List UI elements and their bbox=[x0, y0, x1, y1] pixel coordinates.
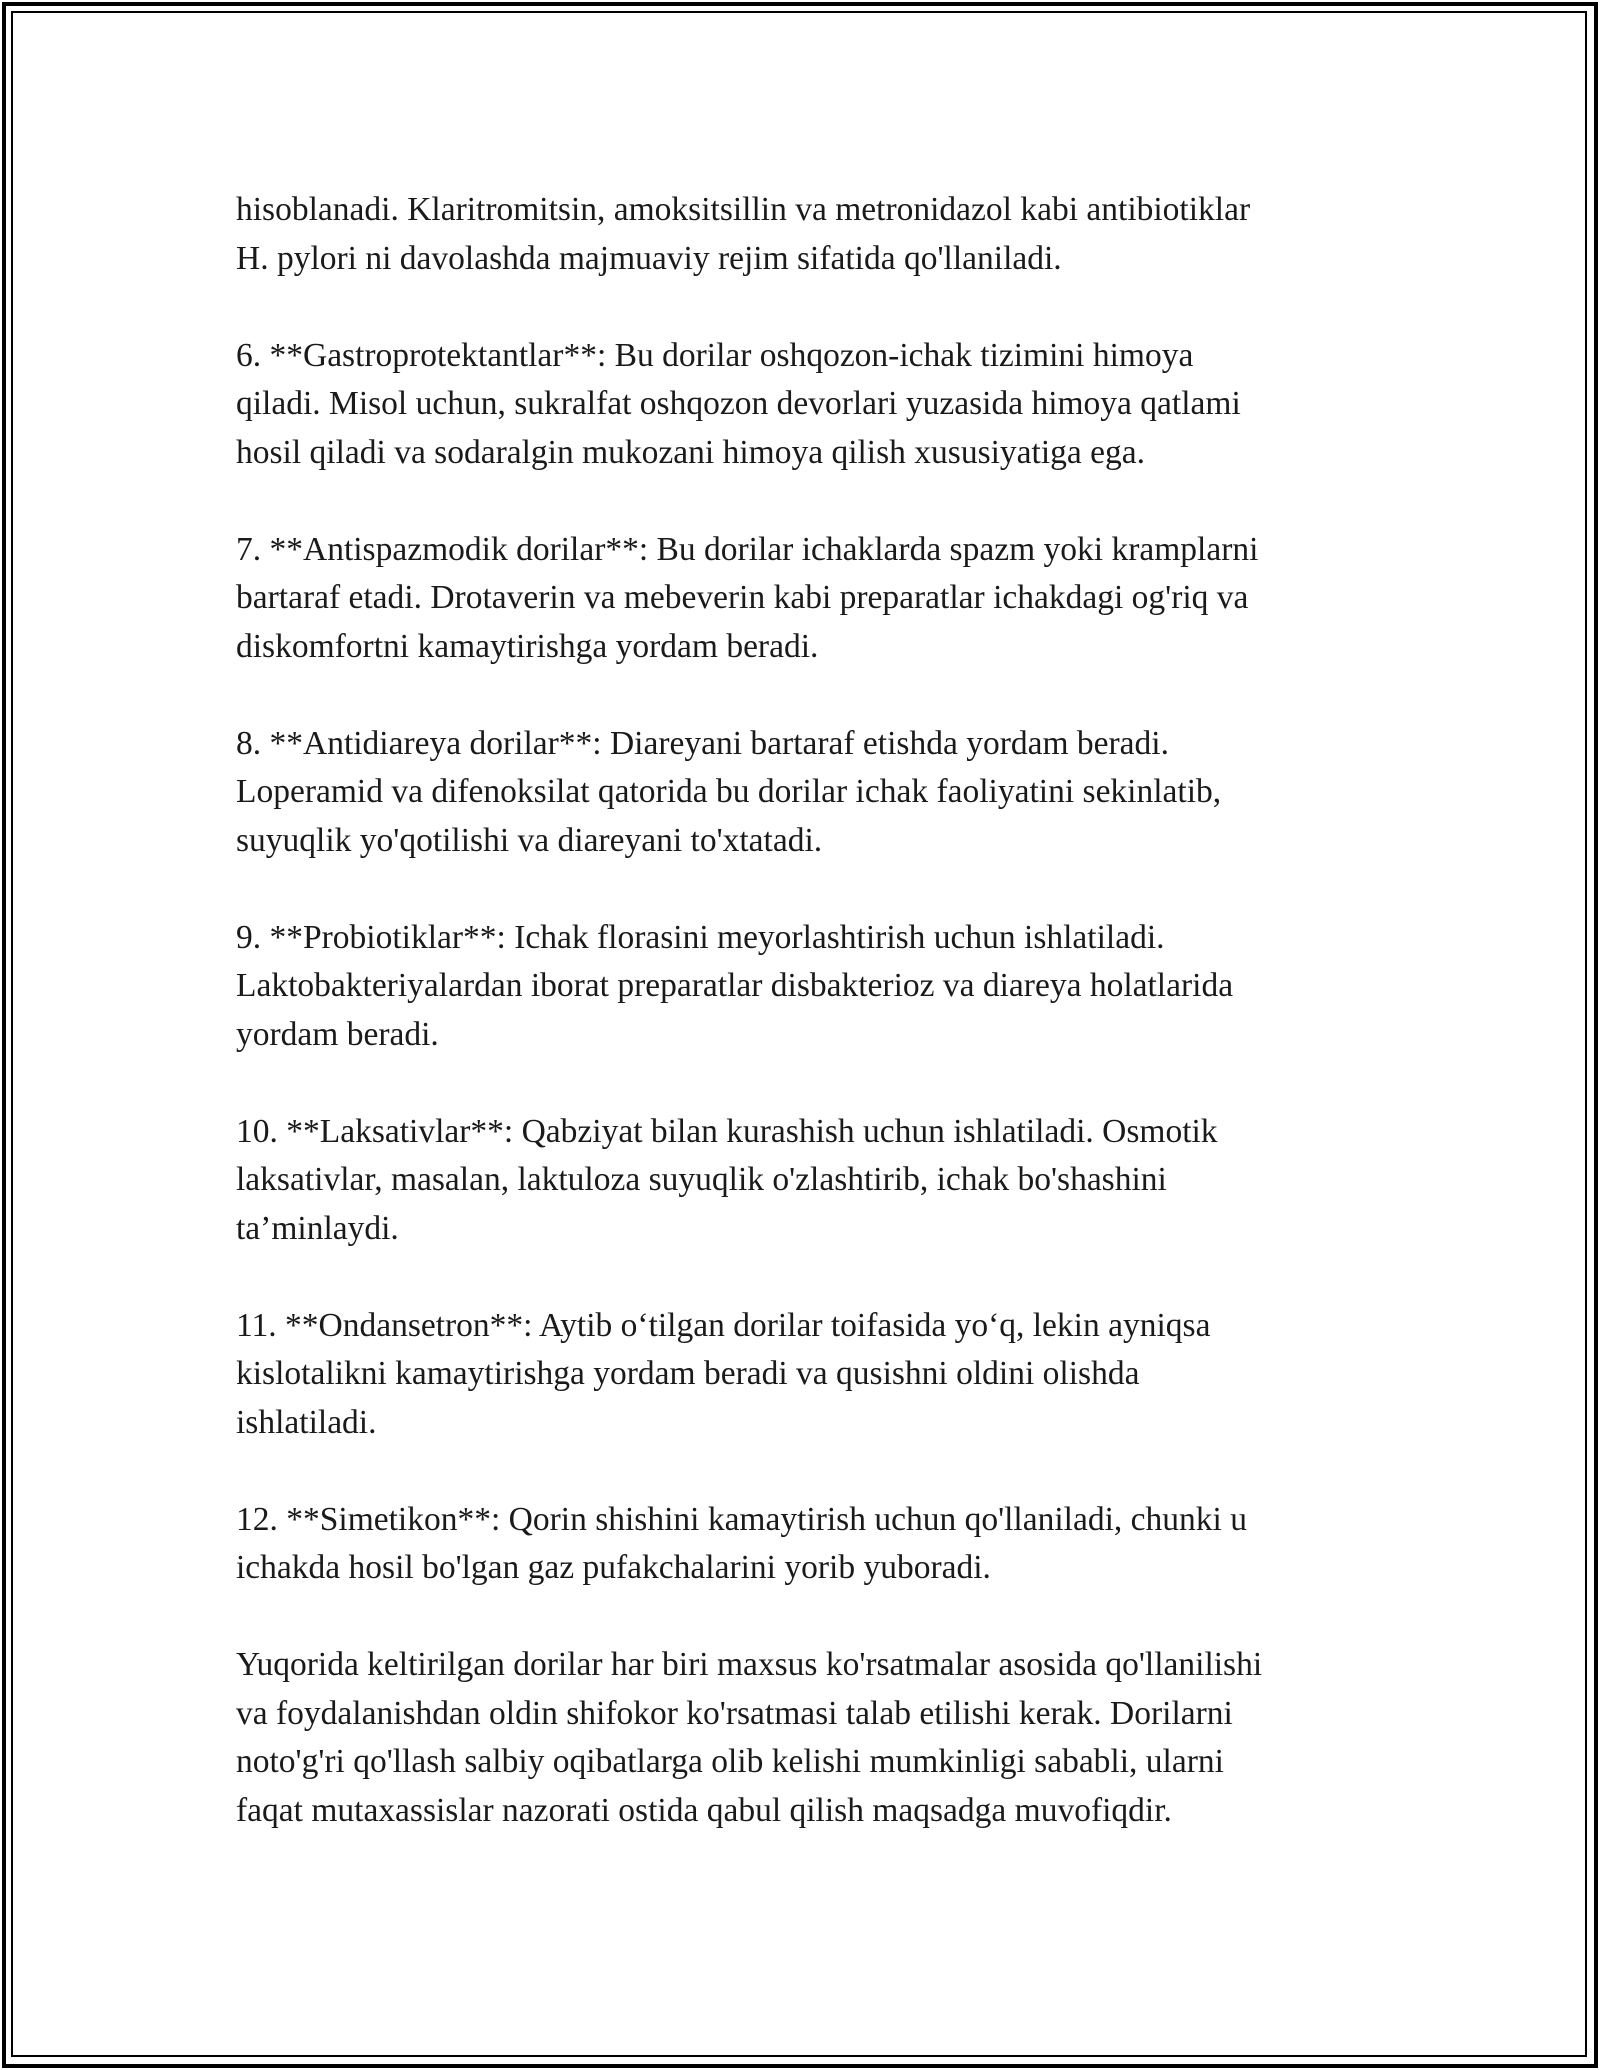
paragraph-item-8 bbox=[236, 720, 1386, 866]
text-line: hisoblanadi. Klaritromitsin, amoksitsillin va metronidazol kabi antibiotiklar bbox=[236, 191, 1251, 228]
text-line: diskomfortni kamaytirishga yordam beradi. bbox=[236, 627, 819, 665]
text-line: kislotalikni kamaytirishga yordam beradi va qusishni oldini olishda bbox=[236, 1355, 1140, 1392]
text-line: ishlatiladi. bbox=[236, 1403, 377, 1441]
paragraph-conclusion bbox=[236, 1641, 1386, 1835]
text-line: H. pylori ni davolashda majmuaviy rejim sifatida qo'llaniladi. bbox=[236, 239, 1062, 277]
text-line: faqat mutaxassislar nazorati ostida qabul qilish maqsadga muvofiqdir. bbox=[236, 1791, 1172, 1829]
text-line: 12. **Simetikon**: Qorin shishini kamaytirish uchun qo'llaniladi, chunki u bbox=[236, 1500, 1247, 1538]
text-line: yordam beradi. bbox=[236, 1015, 439, 1053]
text-line: 9. **Probiotiklar**: Ichak florasini meyorlashtirish uchun ishlatiladi. bbox=[236, 918, 1165, 956]
paragraph-item-7 bbox=[236, 526, 1386, 672]
paragraph-item-9 bbox=[236, 914, 1386, 1060]
text-line: 7. **Antispazmodik dorilar**: Bu dorilar ichaklarda spazm yoki kramplarni bbox=[236, 530, 1259, 568]
text-line: ichakda hosil bo'lgan gaz pufakchalarini yorib yuboradi. bbox=[236, 1549, 991, 1586]
text-line: 11. **Ondansetron**: Aytib o‘tilgan dorilar toifasida yo‘q, lekin ayniqsa bbox=[236, 1306, 1211, 1344]
text-line: Laktobakteriyalardan iborat preparatlar disbakterioz va diareya holatlarida bbox=[236, 967, 1234, 1004]
paragraph-item-6 bbox=[236, 332, 1386, 478]
paragraph-intro-continuation bbox=[236, 186, 1386, 283]
text-line: Yuqorida keltirilgan dorilar har biri maxsus ko'rsatmalar asosida qo'llanilishi bbox=[236, 1646, 1263, 1683]
text-line: Loperamid va difenoksilat qatorida bu dorilar ichak faoliyatini sekinlatib, bbox=[236, 773, 1222, 810]
paragraph-item-10 bbox=[236, 1108, 1386, 1254]
text-line: ta’minlaydi. bbox=[236, 1209, 399, 1247]
text-line: suyuqlik yo'qotilishi va diareyani to'xtatadi. bbox=[236, 821, 823, 859]
text-line: 6. **Gastroprotektantlar**: Bu dorilar oshqozon-ichak tizimini himoya bbox=[236, 336, 1194, 374]
text-line: laksativlar, masalan, laktuloza suyuqlik o'zlashtirib, ichak bo'shashini bbox=[236, 1161, 1167, 1198]
text-line: noto'g'ri qo'llash salbiy oqibatlarga olib kelishi mumkinligi sababli, ularni bbox=[236, 1743, 1224, 1780]
text-line: va foydalanishdan oldin shifokor ko'rsatmasi talab etilishi kerak. Dorilarni bbox=[236, 1694, 1233, 1732]
text-line: bartaraf etadi. Drotaverin va mebeverin kabi preparatlar ichakdagi og'riq va bbox=[236, 579, 1249, 616]
text-line: qiladi. Misol uchun, sukralfat oshqozon devorlari yuzasida himoya qatlami bbox=[236, 385, 1241, 422]
paragraph-item-12 bbox=[236, 1496, 1386, 1593]
document-body bbox=[236, 186, 1386, 1835]
text-line: 10. **Laksativlar**: Qabziyat bilan kurashish uchun ishlatiladi. Osmotik bbox=[236, 1112, 1218, 1150]
paragraph-item-11 bbox=[236, 1302, 1386, 1448]
text-line: hosil qiladi va sodaralgin mukozani himoya qilish xususiyatiga ega. bbox=[236, 433, 1145, 471]
text-line: 8. **Antidiareya dorilar**: Diareyani bartaraf etishda yordam beradi. bbox=[236, 724, 1169, 762]
